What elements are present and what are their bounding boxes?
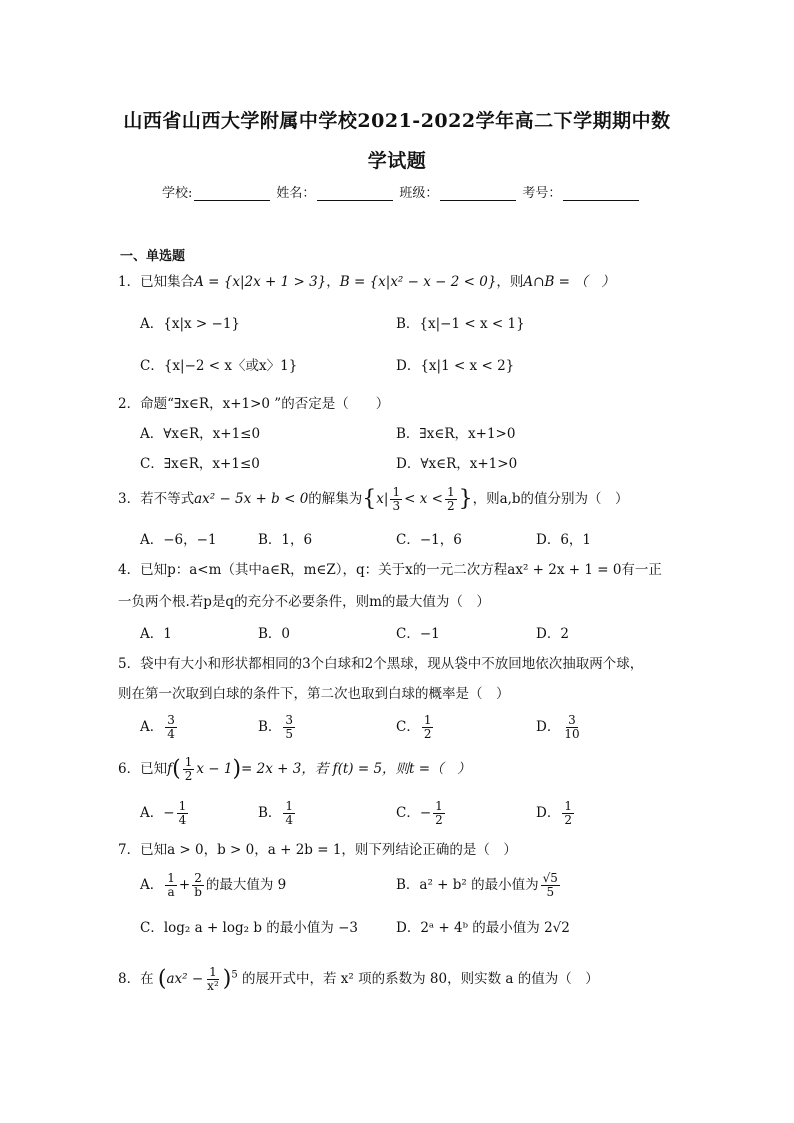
page-title-line2: 学试题 (367, 150, 427, 172)
q3-option-b[interactable]: B．1，6 (258, 532, 313, 548)
q2-option-b[interactable]: B．∃x∈R，x+1>0 (396, 426, 516, 442)
q1-sep: ， (326, 274, 340, 290)
q3-frac-2: $\frac{1}{2}$ (446, 485, 455, 514)
exam-number-label: 考号： (522, 186, 562, 201)
question-5-line1: 5．袋中有大小和形状都相同的3个白球和2个黑球，现从袋中不放回地依次抽取两个球， (118, 656, 644, 672)
q5-option-d[interactable]: D． $\frac{3}{10}$ (536, 713, 580, 742)
q7-option-a[interactable]: A． $\frac{1}{a}$ + $\frac{2}{b}$ 的最大值为 9 (140, 871, 287, 900)
question-7: 7．已知a > 0，b > 0，a + 2b = 1，则下列结论正确的是（ ） (118, 842, 517, 858)
q4-option-a[interactable]: A．1 (140, 626, 172, 642)
q5-option-c[interactable]: C． $\frac{1}{2}$ (396, 713, 432, 742)
school-blank[interactable] (194, 188, 270, 201)
name-blank[interactable] (317, 188, 393, 201)
exam-number-blank[interactable] (563, 188, 639, 201)
q4-option-b[interactable]: B．0 (258, 626, 291, 642)
q1-option-a[interactable]: A．{x|x > −1} (140, 316, 240, 332)
question-8: 8．在 (ax² − $\frac{1}{\text{x²}}$ )$^5$ 的展开式中，若 x² 项的系数为 80，则实数 a 的值为（ ） (118, 965, 599, 994)
school-label: 学校: (162, 186, 193, 201)
q1-expr: A∩B = （ ） (523, 274, 615, 290)
name-label: 姓名： (276, 186, 316, 201)
question-4-line1: 4．已知p：a<m（其中a∈R，m∈Z），q：关于x的一元二次方程ax² + 2x + 1 = 0有一正 (118, 562, 662, 578)
q2-option-c[interactable]: C．∃x∈R，x+1≤0 (140, 456, 260, 472)
q4-option-c[interactable]: C．−1 (396, 626, 440, 642)
section-heading: 一、单选题 (120, 249, 186, 264)
q3-ineq: ax² − 5x + b < 0 (194, 491, 309, 508)
q7-option-d[interactable]: D．2ᵃ + 4ᵇ 的最小值为 2√2 (396, 920, 570, 936)
q5-option-b[interactable]: B． $\frac{3}{5}$ (258, 713, 294, 742)
question-4-line2: 一负两个根.若p是q的充分不必要条件，则m的最大值为（ ） (118, 594, 490, 610)
question-6: 6．已知f( $\frac{1}{2}$ x − 1)= 2x + 3，若 f(t) = 5，则t =（ ） (118, 755, 471, 784)
student-info-row (162, 182, 645, 201)
q6-option-d[interactable]: D． $\frac{1}{2}$ (536, 799, 572, 828)
q3-text-b: 的解集为 (308, 491, 363, 508)
q1-text-b: ，则 (496, 274, 524, 290)
q1-set-b: B = {x|x² − x − 2 < 0} (339, 274, 497, 290)
q7-option-b[interactable]: B．a² + b² 的最小值为 $\frac{√5}{5}$ (396, 871, 558, 900)
q2-option-d[interactable]: D．∀x∈R，x+1>0 (396, 456, 518, 472)
question-2: 2．命题“∃x∈R，x+1>0 ”的否定是（ ） (118, 396, 390, 412)
q1-text: 1．已知集合 (118, 274, 195, 290)
q3-text: 3．若不等式 (118, 491, 195, 508)
q5-option-a[interactable]: A． $\frac{3}{4}$ (140, 713, 175, 742)
q6-option-a[interactable]: A．− $\frac{1}{4}$ (140, 799, 187, 828)
q4-option-d[interactable]: D．2 (536, 626, 569, 642)
q7-option-c[interactable]: C．log₂ a + log₂ b 的最小值为 −3 (140, 920, 358, 936)
q6-option-b[interactable]: B． $\frac{1}{4}$ (258, 799, 294, 828)
q3-option-d[interactable]: D．6，1 (536, 532, 592, 548)
q1-option-c[interactable]: C．{x|−2 < x〈或x〉1} (140, 358, 298, 374)
q3-option-c[interactable]: C．−1，6 (396, 532, 462, 548)
question-3: 3．若不等式ax² − 5x + b < 0的解集为{x| $\frac{1}{3}$ < x < $\frac{1}{2}$ }，则a,b的值分别为（ ） (118, 485, 629, 514)
q1-option-b[interactable]: B．{x|−1 < x < 1} (396, 316, 525, 332)
q1-set-a: A = {x|2x + 1 > 3} (194, 274, 327, 290)
q6-option-c[interactable]: C．− $\frac{1}{2}$ (396, 799, 443, 828)
q3-text-c: ，则a,b的值分别为（ ） (472, 491, 629, 508)
question-1 (118, 274, 615, 290)
question-5-line2: 则在第一次取到白球的条件下，第二次也取到白球的概率是（ ） (118, 686, 510, 702)
q3-frac-1: $\frac{1}{3}$ (392, 485, 401, 514)
page-title: 山西省山西大学附属中学校2021-2022学年高二下学期期中数 (123, 110, 671, 132)
class-blank[interactable] (440, 188, 516, 201)
class-label: 班级： (399, 186, 439, 201)
q3-mid: < x < (404, 491, 443, 508)
q3-option-a[interactable]: A．−6，−1 (140, 532, 217, 548)
q1-option-d[interactable]: D．{x|1 < x < 2} (396, 358, 515, 374)
q2-option-a[interactable]: A．∀x∈R，x+1≤0 (140, 426, 261, 442)
q3-set-pre: x| (376, 491, 389, 508)
